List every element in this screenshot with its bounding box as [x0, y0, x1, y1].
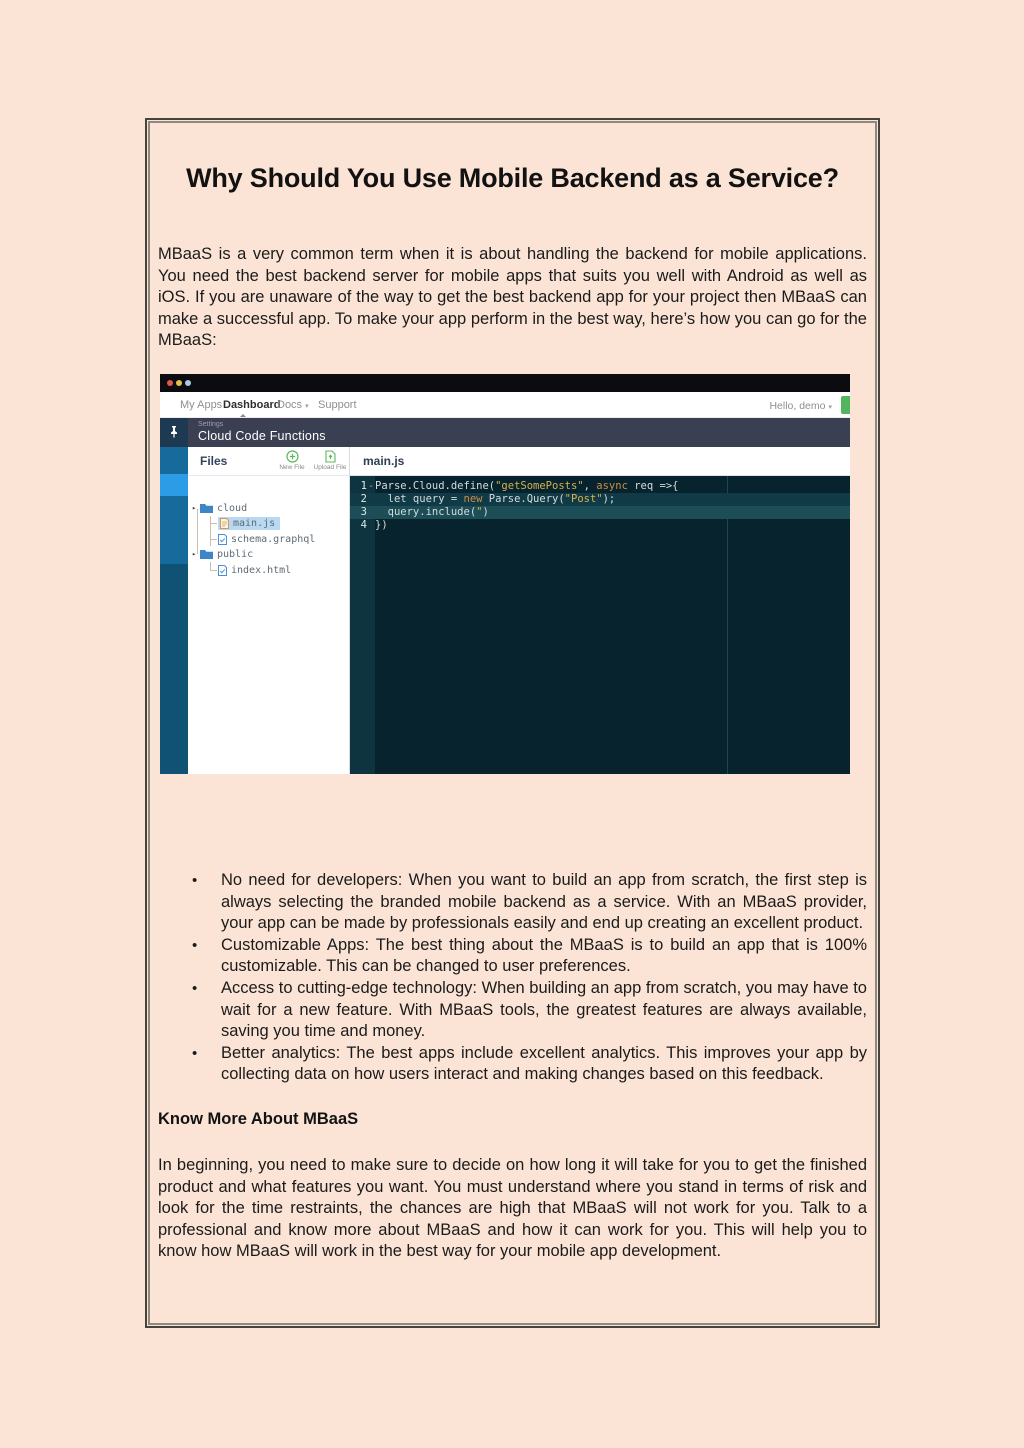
- nav-my-apps[interactable]: My Apps: [180, 398, 223, 411]
- dashboard-screenshot: [160, 374, 850, 774]
- dashboard-active-indicator: [240, 414, 246, 417]
- bullet-icon: •: [192, 936, 198, 954]
- editor-tabbar: [350, 447, 850, 476]
- plus-circle-icon: [272, 450, 312, 463]
- code-line: [350, 519, 850, 532]
- section-heading: Know More About MBaaS: [158, 1109, 359, 1128]
- tree-label: public: [217, 548, 254, 560]
- tree-item-schema-graphql[interactable]: [218, 532, 315, 547]
- tab-main-js[interactable]: main.js: [363, 453, 405, 468]
- sidebar-lower: [160, 564, 188, 774]
- tree-label: cloud: [217, 502, 248, 514]
- new-file-label: New File: [279, 463, 305, 471]
- folder-icon: [200, 549, 213, 559]
- code-line-highlighted: [350, 506, 850, 519]
- page-title: Why Should You Use Mobile Backend as a Service?: [186, 163, 839, 193]
- list-item: [192, 935, 867, 978]
- left-sidebar: [160, 447, 188, 774]
- code-text: let query =: [375, 492, 464, 505]
- breadcrumb: Settings: [198, 420, 224, 428]
- window-titlebar: [160, 374, 850, 392]
- file-check-icon: [218, 565, 227, 576]
- tree-label: main.js: [233, 517, 276, 529]
- code-text: ): [482, 505, 489, 518]
- bullet-icon: •: [192, 871, 198, 889]
- code-keyword: new: [463, 492, 483, 505]
- expander-icon[interactable]: ▸: [192, 504, 197, 513]
- feature-list: [158, 870, 867, 1086]
- files-panel-header: [188, 447, 349, 476]
- file-check-icon: [218, 534, 227, 545]
- code-line: [350, 480, 850, 493]
- tree-item-index-html[interactable]: [218, 563, 291, 578]
- line-number: 3: [360, 505, 367, 518]
- file-tree: [188, 476, 348, 774]
- nav-dashboard[interactable]: Dashboard: [223, 398, 281, 411]
- expander-icon[interactable]: ▸: [192, 550, 197, 559]
- section-header: [160, 418, 850, 447]
- window-zoom-icon[interactable]: [185, 380, 191, 386]
- tree-item-main-js[interactable]: [218, 516, 280, 531]
- list-item-text: Better analytics: The best apps include excellent analytics. This improves your app by collecting data on how users interact and making changes based on this feedback.: [221, 1043, 867, 1084]
- code-line: [350, 493, 850, 506]
- selected-file-highlight: [218, 517, 280, 530]
- upload-file-button[interactable]: [310, 450, 350, 471]
- fold-icon[interactable]: -: [367, 479, 375, 492]
- list-item: [192, 870, 867, 935]
- greeting-label: Hello, demo: [769, 399, 826, 412]
- nav-docs-label: Docs: [277, 398, 303, 411]
- tree-item-cloud[interactable]: [192, 501, 247, 516]
- list-item-text: Customizable Apps: The best thing about the MBaaS is to build an app that is 100% customizable. This can be changed to user preferences.: [221, 935, 867, 976]
- pin-icon: [169, 426, 179, 438]
- upload-file-icon: [310, 450, 350, 463]
- bullet-icon: •: [192, 1044, 198, 1062]
- code-text: req =>{: [627, 479, 679, 492]
- code-text: Parse.Cloud.define(: [375, 479, 496, 492]
- code-keyword: async: [596, 479, 628, 492]
- chevron-down-icon: ▾: [828, 403, 832, 411]
- tree-connector: [210, 516, 211, 546]
- code-editor[interactable]: [350, 476, 850, 774]
- code-editor-panel: [350, 447, 850, 774]
- sidebar-selected-item[interactable]: [160, 474, 188, 496]
- code-text: Parse.Query(: [482, 492, 565, 505]
- list-item-text: Access to cutting-edge technology: When building an app from scratch, you may have to wait for a new feature. With MBaaS tools, the greatest features are always available, saving you time and money.: [221, 978, 867, 1041]
- code-text: );: [602, 492, 616, 505]
- tree-connector: [210, 539, 217, 540]
- tree-connector: [210, 562, 211, 570]
- closing-paragraph: In beginning, you need to make sure to decide on how long it will take for you to get the finished product and what features you want. You must understand where you stand in terms of risk and look for the time restraints, the chances are high that MBaaS will not work for you. Talk to a professional and know more about MBaaS and how it can work for you. This will help you to know how MBaaS will work in the best way for your mobile app development.: [158, 1155, 867, 1261]
- file-js-icon: [220, 518, 229, 529]
- tree-item-public[interactable]: [192, 547, 253, 562]
- tree-label: index.html: [231, 564, 292, 576]
- nav-docs[interactable]: [277, 399, 309, 411]
- sidebar-pin[interactable]: [160, 418, 188, 447]
- user-menu[interactable]: [769, 400, 832, 412]
- line-number: 2: [360, 492, 367, 505]
- code-text: ,: [583, 479, 597, 492]
- code-text: query.include(: [375, 505, 477, 518]
- code-string: "getSomePosts": [495, 479, 584, 492]
- create-app-button[interactable]: [841, 396, 850, 414]
- window-close-icon[interactable]: [167, 380, 173, 386]
- tree-connector: [210, 523, 217, 524]
- code-text: }): [375, 518, 388, 531]
- files-panel: [188, 447, 350, 774]
- window-minimize-icon[interactable]: [176, 380, 182, 386]
- code-string: "Post": [564, 492, 603, 505]
- line-number: 4: [360, 518, 367, 531]
- list-item-text: No need for developers: When you want to build an app from scratch, the first step is always selecting the branded mobile backend as a service. With an MBaaS provider, your app can be made by professionals easily and end up creating an excellent product.: [221, 870, 867, 933]
- folder-icon: [200, 503, 213, 513]
- document-border: [145, 118, 880, 1328]
- new-file-button[interactable]: [272, 450, 312, 471]
- line-number: 1: [360, 479, 367, 492]
- list-item: [192, 978, 867, 1043]
- tree-connector: [210, 570, 217, 571]
- list-item: [192, 1043, 867, 1086]
- code-cursor: ": [476, 505, 483, 518]
- upload-file-label: Upload File: [313, 463, 347, 471]
- section-title: Cloud Code Functions: [198, 428, 326, 443]
- intro-paragraph: MBaaS is a very common term when it is about handling the backend for mobile applications. You need the best backend server for mobile apps that suits you well with Android as well as iOS. If you are unaware of the way to get the best backend app for your project then MBaaS can make a successful app. To make your app perform in the best way, here’s how you can go for the MBaaS:: [158, 245, 867, 350]
- bullet-icon: •: [192, 979, 198, 997]
- top-navbar: [160, 392, 850, 418]
- nav-support[interactable]: Support: [318, 398, 357, 411]
- document-page: [148, 121, 877, 1325]
- tree-label: schema.graphql: [231, 533, 316, 545]
- files-panel-title: Files: [200, 453, 228, 468]
- chevron-down-icon: ▾: [305, 402, 309, 410]
